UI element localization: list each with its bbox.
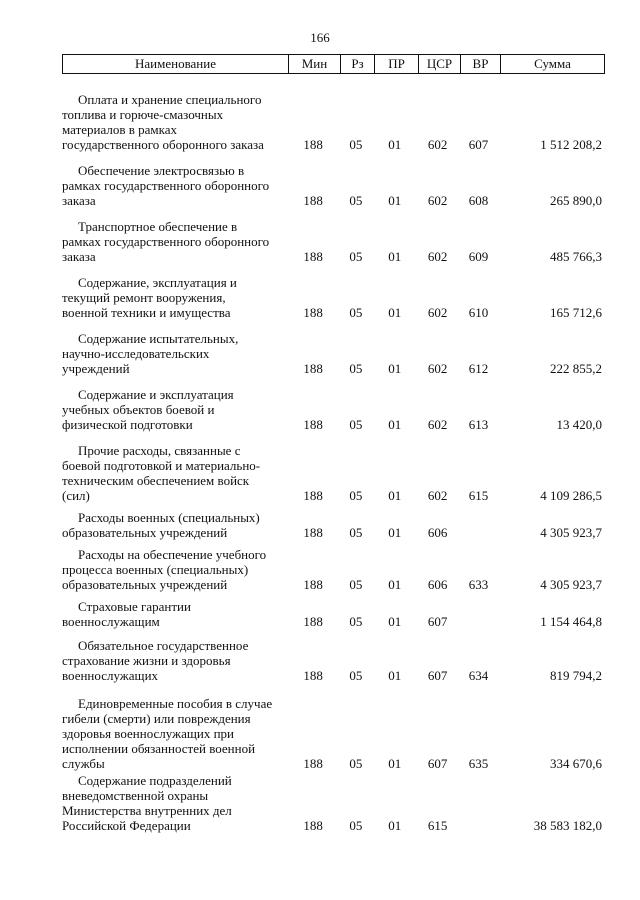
row-name-line: Расходы военных (специальных)	[78, 510, 260, 525]
cell-sum: 222 855,2	[550, 361, 603, 376]
cell-sum: 265 890,0	[550, 193, 603, 208]
row-name-line: Министерства внутренних дел	[62, 803, 232, 818]
cell-pr: 01	[388, 525, 402, 540]
cell-csr: 607	[427, 756, 448, 771]
row-name-line: Транспортное обеспечение в	[78, 219, 238, 234]
cell-csr: 606	[427, 577, 448, 592]
cell-pr: 01	[388, 305, 402, 320]
cell-rz: 05	[349, 614, 363, 629]
cell-pr: 01	[388, 668, 402, 683]
cell-sum: 165 712,6	[550, 305, 603, 320]
row-name-line: Содержание и эксплуатация	[78, 387, 234, 402]
header-pr: ПР	[375, 55, 419, 74]
row-name-line: процесса военных (специальных)	[62, 562, 249, 577]
row-name-line: военнослужащих	[62, 668, 159, 683]
row-name-line: образовательных учреждений	[62, 577, 228, 592]
row-name-line: Российской Федерации	[62, 818, 191, 833]
row-name	[62, 638, 287, 683]
row-name	[62, 275, 287, 320]
cell-min: 188	[303, 305, 323, 320]
cell-rz: 05	[349, 668, 363, 683]
cell-rz: 05	[349, 525, 363, 540]
page-number: 166	[310, 30, 330, 45]
cell-pr: 01	[388, 249, 402, 264]
cell-min: 188	[303, 818, 323, 833]
cell-sum: 38 583 182,0	[533, 818, 603, 833]
row-name-line: государственного оборонного заказа	[62, 137, 264, 152]
header-min: Мин	[289, 55, 341, 74]
row-name-line: службы	[62, 756, 105, 771]
row-name-line: вневедомственной охраны	[62, 788, 209, 803]
cell-min: 188	[303, 488, 323, 503]
cell-vr: 608	[468, 193, 489, 208]
cell-rz: 05	[349, 818, 363, 833]
row-name	[62, 510, 287, 540]
row-name-line: топлива и горюче-смазочных	[62, 107, 224, 122]
cell-csr: 607	[427, 614, 448, 629]
cell-rz: 05	[349, 488, 363, 503]
cell-rz: 05	[349, 361, 363, 376]
row-name-line: текущий ремонт вооружения,	[62, 290, 226, 305]
table-row	[62, 163, 604, 208]
cell-sum: 1 154 464,8	[540, 614, 603, 629]
row-name-line: материалов в рамках	[62, 122, 178, 137]
cell-vr: 615	[468, 488, 489, 503]
cell-min: 188	[303, 577, 323, 592]
cell-csr: 602	[427, 488, 448, 503]
cell-sum: 4 305 923,7	[540, 525, 603, 540]
header-csr: ЦСР	[419, 55, 461, 74]
row-name-line: гибели (смерти) или повреждения	[62, 711, 251, 726]
row-name-line: Обеспечение электросвязью в	[78, 163, 245, 178]
table-row	[62, 219, 604, 264]
row-name-line: военной техники и имущества	[62, 305, 231, 320]
row-name-line: физической подготовки	[62, 417, 193, 432]
table-row	[62, 696, 604, 771]
header-vr: ВР	[461, 55, 501, 74]
cell-rz: 05	[349, 137, 363, 152]
row-name-line: исполнении обязанностей военной	[62, 741, 256, 756]
row-name-line: Содержание испытательных,	[78, 331, 239, 346]
table-row	[62, 331, 604, 376]
cell-sum: 819 794,2	[550, 668, 603, 683]
row-name-line: учреждений	[62, 361, 130, 376]
cell-sum: 4 305 923,7	[540, 577, 603, 592]
cell-csr: 602	[427, 417, 448, 432]
row-name	[62, 163, 287, 208]
cell-sum: 334 670,6	[550, 756, 603, 771]
cell-vr: 610	[468, 305, 489, 320]
cell-min: 188	[303, 614, 323, 629]
cell-min: 188	[303, 193, 323, 208]
row-name-line: Единовременные пособия в случае	[78, 696, 273, 711]
cell-csr: 602	[427, 137, 448, 152]
row-name	[62, 331, 287, 376]
cell-csr: 615	[427, 818, 448, 833]
row-name-line: страхование жизни и здоровья	[62, 653, 231, 668]
row-name-line: Прочие расходы, связанные с	[78, 443, 241, 458]
table-row	[62, 443, 604, 503]
cell-min: 188	[303, 249, 323, 264]
cell-vr: 609	[468, 249, 489, 264]
cell-min: 188	[303, 417, 323, 432]
row-name-line: боевой подготовкой и материально-	[62, 458, 261, 473]
table-row	[62, 638, 604, 683]
table-body	[62, 92, 604, 833]
row-name-line: научно-исследовательских	[62, 346, 210, 361]
table-row	[62, 275, 604, 320]
table-row	[62, 773, 604, 833]
cell-sum: 13 420,0	[556, 417, 603, 432]
row-name-line: здоровья военнослужащих при	[62, 726, 234, 741]
row-name	[62, 219, 287, 264]
table-row	[62, 547, 604, 592]
cell-csr: 602	[427, 193, 448, 208]
cell-rz: 05	[349, 577, 363, 592]
cell-vr: 612	[468, 361, 489, 376]
cell-vr: 634	[468, 668, 489, 683]
cell-rz: 05	[349, 756, 363, 771]
cell-rz: 05	[349, 193, 363, 208]
cell-pr: 01	[388, 614, 402, 629]
row-name-line: Оплата и хранение специального	[78, 92, 262, 107]
row-name	[62, 547, 287, 592]
cell-pr: 01	[388, 361, 402, 376]
cell-csr: 602	[427, 361, 448, 376]
cell-pr: 01	[388, 137, 402, 152]
table-row	[62, 387, 604, 432]
cell-csr: 606	[427, 525, 448, 540]
row-name-line: образовательных учреждений	[62, 525, 228, 540]
cell-csr: 602	[427, 305, 448, 320]
cell-min: 188	[303, 668, 323, 683]
cell-pr: 01	[388, 488, 402, 503]
cell-pr: 01	[388, 577, 402, 592]
cell-csr: 607	[427, 668, 448, 683]
row-name-line: Содержание подразделений	[78, 773, 232, 788]
cell-min: 188	[303, 525, 323, 540]
row-name-line: рамках государственного оборонного	[62, 178, 270, 193]
table-row	[62, 599, 604, 629]
row-name-line: техническим обеспечением войск	[62, 473, 250, 488]
row-name-line: Обязательное государственное	[78, 638, 249, 653]
table-row	[62, 510, 604, 540]
cell-min: 188	[303, 361, 323, 376]
row-name-line: Содержание, эксплуатация и	[78, 275, 237, 290]
row-name	[62, 387, 287, 432]
cell-sum: 4 109 286,5	[540, 488, 603, 503]
cell-csr: 602	[427, 249, 448, 264]
cell-min: 188	[303, 756, 323, 771]
row-name-line: заказа	[62, 193, 96, 208]
row-name-line: учебных объектов боевой и	[62, 402, 215, 417]
row-name-line: Расходы на обеспечение учебного	[78, 547, 267, 562]
row-name-line: военнослужащим	[62, 614, 160, 629]
cell-sum: 1 512 208,2	[540, 137, 603, 152]
row-name-line: заказа	[62, 249, 96, 264]
cell-pr: 01	[388, 818, 402, 833]
cell-pr: 01	[388, 417, 402, 432]
cell-vr: 613	[468, 417, 489, 432]
cell-sum: 485 766,3	[550, 249, 603, 264]
row-name-line: рамках государственного оборонного	[62, 234, 270, 249]
row-name	[62, 92, 287, 152]
cell-min: 188	[303, 137, 323, 152]
row-name	[62, 773, 287, 833]
header-rz: Рз	[341, 55, 375, 74]
cell-pr: 01	[388, 756, 402, 771]
cell-vr: 635	[468, 756, 489, 771]
row-name	[62, 599, 287, 629]
header-name: Наименование	[63, 55, 289, 74]
cell-pr: 01	[388, 193, 402, 208]
cell-rz: 05	[349, 305, 363, 320]
table-header	[62, 54, 605, 74]
row-name	[62, 696, 287, 771]
row-name-line: Страховые гарантии	[78, 599, 191, 614]
cell-rz: 05	[349, 249, 363, 264]
cell-vr: 607	[468, 137, 489, 152]
cell-vr: 633	[468, 577, 489, 592]
table-row	[62, 92, 604, 152]
header-sum: Сумма	[501, 55, 605, 74]
row-name	[62, 443, 287, 503]
cell-rz: 05	[349, 417, 363, 432]
row-name-line: (сил)	[62, 488, 90, 503]
